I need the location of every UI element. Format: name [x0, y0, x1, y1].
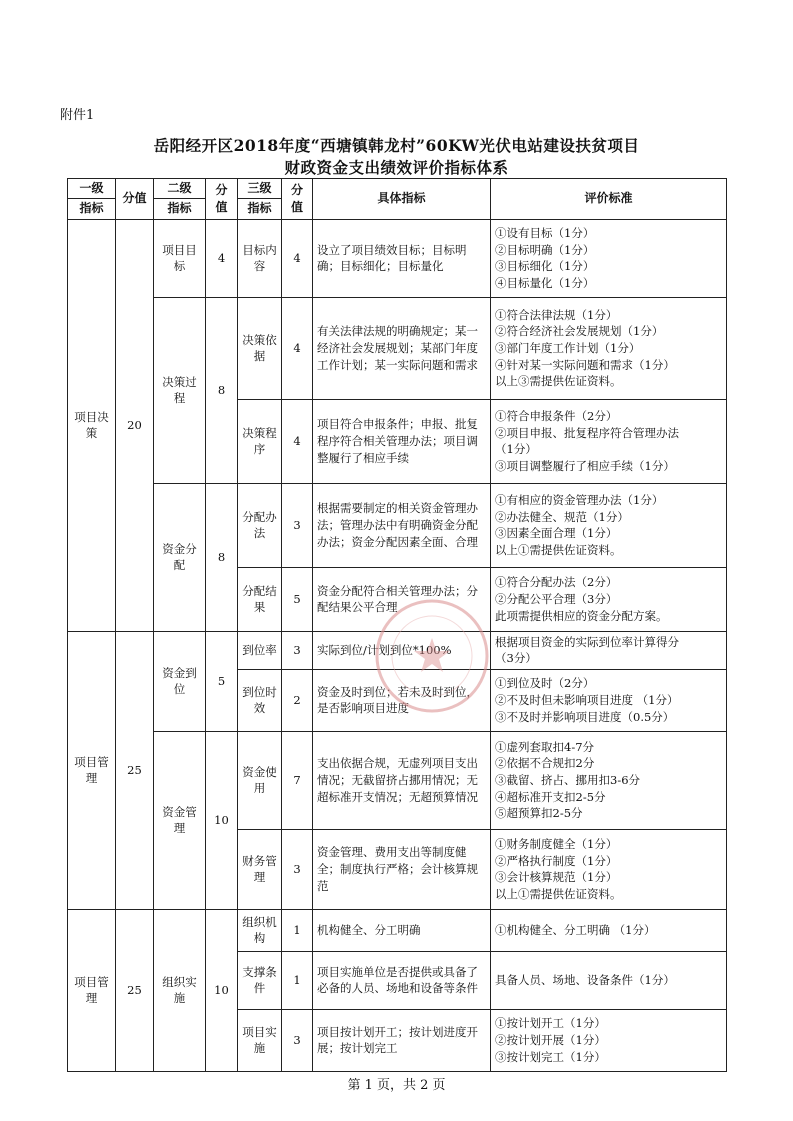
standard-cell	[491, 631, 727, 669]
standard-line: 此项需提供相应的资金分配方案。	[495, 608, 668, 623]
standard-line: ⑤超预算扣2-5分	[495, 806, 583, 821]
l3-score: 3	[282, 483, 313, 567]
indicator-text: 机构健全、分工明确	[313, 909, 491, 951]
l3-score: 3	[282, 829, 313, 909]
l3-score: 1	[282, 951, 313, 1009]
l2-indicator: 资金分配	[154, 483, 206, 631]
standard-line: ③会计核算规范（1分）	[495, 870, 618, 885]
standard-line: （1分）	[495, 442, 537, 457]
standard-cell	[491, 829, 727, 909]
header-score3: 分值	[282, 179, 313, 220]
table-row	[68, 483, 727, 567]
standard-line: ④超标准开支扣2-5分	[495, 789, 606, 804]
l3-indicator: 支撑条件	[238, 951, 282, 1009]
header-l3-bottom: 指标	[238, 199, 282, 219]
l3-score: 5	[282, 567, 313, 631]
l3-indicator: 分配结果	[238, 567, 282, 631]
standard-line: ③按计划完工（1分）	[495, 1049, 606, 1064]
l3-indicator: 决策程序	[238, 399, 282, 483]
header-score2: 分值	[206, 179, 238, 220]
l3-indicator: 到位率	[238, 631, 282, 669]
l3-score: 3	[282, 1009, 313, 1071]
standard-line: ②不及时但未影响项目进度 （1分）	[495, 692, 679, 707]
header-l2-top: 二级	[154, 179, 206, 199]
document-title: 岳阳经开区2018年度“西塘镇韩龙村”60KW光伏电站建设扶贫项目	[153, 136, 640, 155]
l3-indicator: 资金使用	[238, 731, 282, 829]
standard-line: ②分配公平合理（3分）	[495, 591, 618, 606]
indicator-text: 项目实施单位是否提供或具备了必备的人员、场地和设备等条件	[313, 951, 491, 1009]
l2-indicator: 资金到位	[154, 631, 206, 731]
l3-indicator: 组织机构	[238, 909, 282, 951]
standard-cell	[491, 669, 727, 731]
standard-cell	[491, 297, 727, 399]
l2-score: 8	[206, 297, 238, 483]
header-row	[68, 179, 727, 199]
document-subtitle: 财政资金支出绩效评价指标体系	[284, 158, 509, 177]
standard-line: ①符合法律法规（1分）	[495, 307, 618, 322]
standard-line: 具备人员、场地、设备条件（1分）	[495, 972, 675, 987]
l2-score: 10	[206, 731, 238, 909]
standard-line: ④目标量化（1分）	[495, 275, 595, 290]
header-l3-top: 三级	[238, 179, 282, 199]
standard-line: ①设有目标（1分）	[495, 225, 595, 240]
l3-indicator: 目标内容	[238, 219, 282, 297]
l2-indicator: 决策过程	[154, 297, 206, 483]
l3-indicator: 分配办法	[238, 483, 282, 567]
page-footer: 第 1 页，共 2 页	[347, 1078, 446, 1093]
standard-line: ③目标细化（1分）	[495, 259, 595, 274]
l3-score: 4	[282, 297, 313, 399]
standard-line: ②办法健全、规范（1分）	[495, 509, 629, 524]
l3-score: 7	[282, 731, 313, 829]
table-row	[68, 731, 727, 829]
table-row	[68, 631, 727, 669]
l3-indicator: 财务管理	[238, 829, 282, 909]
indicator-text: 支出依据合规，无虚列项目支出情况；无截留挤占挪用情况；无超标准开支情况；无超预算情况	[313, 731, 491, 829]
standard-line: ②项目申报、批复程序符合管理办法	[495, 425, 679, 440]
standard-line: ①财务制度健全（1分）	[495, 836, 618, 851]
indicator-text: 项目符合申报条件；申报、批复程序符合相关管理办法；项目调整履行了相应手续	[313, 399, 491, 483]
standard-line: ①符合申报条件（2分）	[495, 408, 618, 423]
standard-line: ③不及时并影响项目进度（0.5分）	[495, 709, 675, 724]
standard-line: ②依据不合规扣2分	[495, 756, 595, 771]
header-l1-bottom: 指标	[68, 199, 116, 219]
indicator-text: 设立了项目绩效目标；目标明确；目标细化；目标量化	[313, 219, 491, 297]
header-l1-top: 一级	[68, 179, 116, 199]
header-l2-bottom: 指标	[154, 199, 206, 219]
standard-line: ②符合经济社会发展规划（1分）	[495, 324, 664, 339]
indicator-text: 有关法律法规的明确规定；某一经济社会发展规划；某部门年度工作计划；某一实际问题和需求	[313, 297, 491, 399]
standard-line: ③部门年度工作计划（1分）	[495, 340, 641, 355]
standard-line: 根据项目资金的实际到位率计算得分	[495, 634, 679, 649]
indicator-table	[67, 178, 727, 1072]
header-indicator: 具体指标	[313, 179, 491, 220]
l3-score: 4	[282, 219, 313, 297]
standard-line: ①虚列套取扣4-7分	[495, 739, 595, 754]
l1-score: 20	[116, 219, 154, 631]
indicator-text: 项目按计划开工；按计划进度开展；按计划完工	[313, 1009, 491, 1071]
standard-cell	[491, 909, 727, 951]
l3-indicator: 项目实施	[238, 1009, 282, 1071]
standard-cell	[491, 483, 727, 567]
l3-indicator: 到位时效	[238, 669, 282, 731]
l3-score: 1	[282, 909, 313, 951]
l1-score: 25	[116, 631, 154, 909]
standard-line: ①有相应的资金管理办法（1分）	[495, 492, 664, 507]
standard-cell	[491, 219, 727, 297]
l2-score: 8	[206, 483, 238, 631]
indicator-text: 资金分配符合相关管理办法；分配结果公平合理	[313, 567, 491, 631]
standard-cell	[491, 567, 727, 631]
indicator-text: 根据需要制定的相关资金管理办法；管理办法中有明确资金分配办法；资金分配因素全面、合理	[313, 483, 491, 567]
l2-score: 5	[206, 631, 238, 731]
standard-line: ②按计划开展（1分）	[495, 1032, 606, 1047]
standard-cell	[491, 951, 727, 1009]
l3-score: 4	[282, 399, 313, 483]
standard-line: （3分）	[495, 651, 537, 666]
l1-indicator: 项目管理	[68, 631, 116, 909]
standard-line: ①到位及时（2分）	[495, 676, 595, 691]
l1-indicator: 项目决策	[68, 219, 116, 631]
l2-score: 4	[206, 219, 238, 297]
l3-indicator: 决策依据	[238, 297, 282, 399]
l3-score: 2	[282, 669, 313, 731]
standard-cell	[491, 731, 727, 829]
standard-line: ①按计划开工（1分）	[495, 1016, 606, 1031]
standard-line: ②严格执行制度（1分）	[495, 853, 618, 868]
standard-line: 以上③需提供佐证资料。	[495, 374, 622, 389]
standard-line: ①符合分配办法（2分）	[495, 575, 618, 590]
standard-line: ③因素全面合理（1分）	[495, 526, 618, 541]
l2-score: 10	[206, 909, 238, 1071]
standard-line: ④针对某一实际问题和需求（1分）	[495, 357, 675, 372]
standard-line: ③项目调整履行了相应手续（1分）	[495, 458, 675, 473]
annex-label: 附件1	[60, 108, 95, 123]
standard-cell	[491, 1009, 727, 1071]
standard-line: 以上①需提供佐证资料。	[495, 886, 622, 901]
l2-indicator: 项目目标	[154, 219, 206, 297]
l1-score: 25	[116, 909, 154, 1071]
header-standard: 评价标准	[491, 179, 727, 220]
standard-line: ③截留、挤占、挪用扣3-6分	[495, 772, 641, 787]
l2-indicator: 组织实施	[154, 909, 206, 1071]
l3-score: 3	[282, 631, 313, 669]
standard-line: 以上①需提供佐证资料。	[495, 542, 622, 557]
header-score1: 分值	[116, 179, 154, 220]
standard-line: ②目标明确（1分）	[495, 242, 595, 257]
standard-cell	[491, 399, 727, 483]
indicator-text: 资金及时到位；若未及时到位，是否影响项目进度	[313, 669, 491, 731]
table-row	[68, 909, 727, 951]
l2-indicator: 资金管理	[154, 731, 206, 909]
l1-indicator: 项目管理	[68, 909, 116, 1071]
table-row	[68, 219, 727, 297]
standard-line: ①机构健全、分工明确 （1分）	[495, 922, 656, 937]
indicator-text: 实际到位/计划到位*100%	[313, 631, 491, 669]
table-row	[68, 297, 727, 399]
indicator-text: 资金管理、费用支出等制度健全；制度执行严格；会计核算规范	[313, 829, 491, 909]
